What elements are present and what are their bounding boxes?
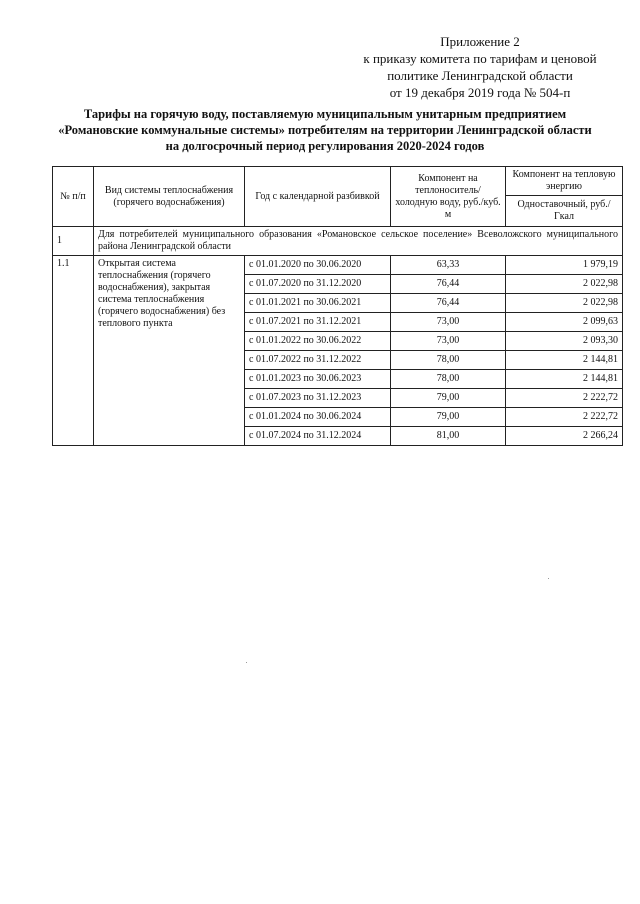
carrier-cell: 73,00 (391, 332, 506, 351)
tariff-table (52, 166, 623, 446)
section-text: Для потребителей муниципального образования «Романовское сельское поселение» Всеволожского муниципального района Ленинградской области (94, 227, 623, 256)
header-carrier: Компонент на теплоноситель/ холодную воду, руб./куб. м (391, 167, 506, 227)
appendix-line-1: Приложение 2 (440, 34, 520, 49)
appendix-line-3: политике Ленинградской области (387, 68, 573, 83)
header-num: № п/п (53, 167, 94, 227)
energy-cell: 1 979,19 (506, 256, 623, 275)
period-cell: с 01.01.2020 по 30.06.2020 (245, 256, 391, 275)
header-row (53, 167, 623, 196)
energy-cell: 2 144,81 (506, 370, 623, 389)
carrier-cell: 76,44 (391, 275, 506, 294)
period-cell: с 01.07.2020 по 31.12.2020 (245, 275, 391, 294)
appendix-line-4: от 19 декабря 2019 года № 504-п (389, 85, 571, 100)
carrier-cell: 73,00 (391, 313, 506, 332)
period-cell: с 01.07.2023 по 31.12.2023 (245, 389, 391, 408)
title-line-1: Тарифы на горячую воду, поставляемую муниципальным унитарным предприятием (83, 107, 567, 121)
title-line-3: на долгосрочный период регулирования 2020-2024 годов (165, 139, 485, 153)
group-num: 1.1 (53, 256, 94, 446)
header-year: Год с календарной разбивкой (245, 167, 391, 227)
carrier-cell: 81,00 (391, 427, 506, 446)
energy-cell: 2 022,98 (506, 294, 623, 313)
header-system: Вид системы теплоснабжения (горячего водоснабжения) (94, 167, 245, 227)
appendix-block (350, 33, 610, 101)
section-row (53, 227, 623, 256)
scan-speck (246, 662, 247, 663)
energy-cell: 2 222,72 (506, 389, 623, 408)
appendix-line-2: к приказу комитета по тарифам и ценовой (363, 51, 597, 66)
energy-cell: 2 266,24 (506, 427, 623, 446)
energy-cell: 2 022,98 (506, 275, 623, 294)
scan-speck (548, 578, 549, 579)
energy-cell: 2 099,63 (506, 313, 623, 332)
period-cell: с 01.01.2024 по 30.06.2024 (245, 408, 391, 427)
energy-cell: 2 093,30 (506, 332, 623, 351)
header-energy: Компонент на тепловую энергию (506, 167, 623, 196)
section-num: 1 (53, 227, 94, 256)
period-cell: с 01.01.2022 по 30.06.2022 (245, 332, 391, 351)
period-cell: с 01.07.2021 по 31.12.2021 (245, 313, 391, 332)
energy-cell: 2 144,81 (506, 351, 623, 370)
group-system: Открытая система теплоснабжения (горячего водоснабжения), закрытая система теплоснабжения (горячего водоснабжения) без теплового пункта (94, 256, 245, 446)
carrier-cell: 63,33 (391, 256, 506, 275)
period-cell: с 01.01.2021 по 30.06.2021 (245, 294, 391, 313)
header-energy-sub: Одноставочный, руб./Гкал (506, 196, 623, 227)
carrier-cell: 79,00 (391, 389, 506, 408)
carrier-cell: 76,44 (391, 294, 506, 313)
document-title (40, 106, 610, 154)
carrier-cell: 78,00 (391, 351, 506, 370)
table-row (53, 256, 623, 275)
period-cell: с 01.07.2022 по 31.12.2022 (245, 351, 391, 370)
period-cell: с 01.01.2023 по 30.06.2023 (245, 370, 391, 389)
title-line-2: «Романовские коммунальные системы» потребителям на территории Ленинградской области (58, 123, 592, 137)
carrier-cell: 78,00 (391, 370, 506, 389)
period-cell: с 01.07.2024 по 31.12.2024 (245, 427, 391, 446)
carrier-cell: 79,00 (391, 408, 506, 427)
energy-cell: 2 222,72 (506, 408, 623, 427)
